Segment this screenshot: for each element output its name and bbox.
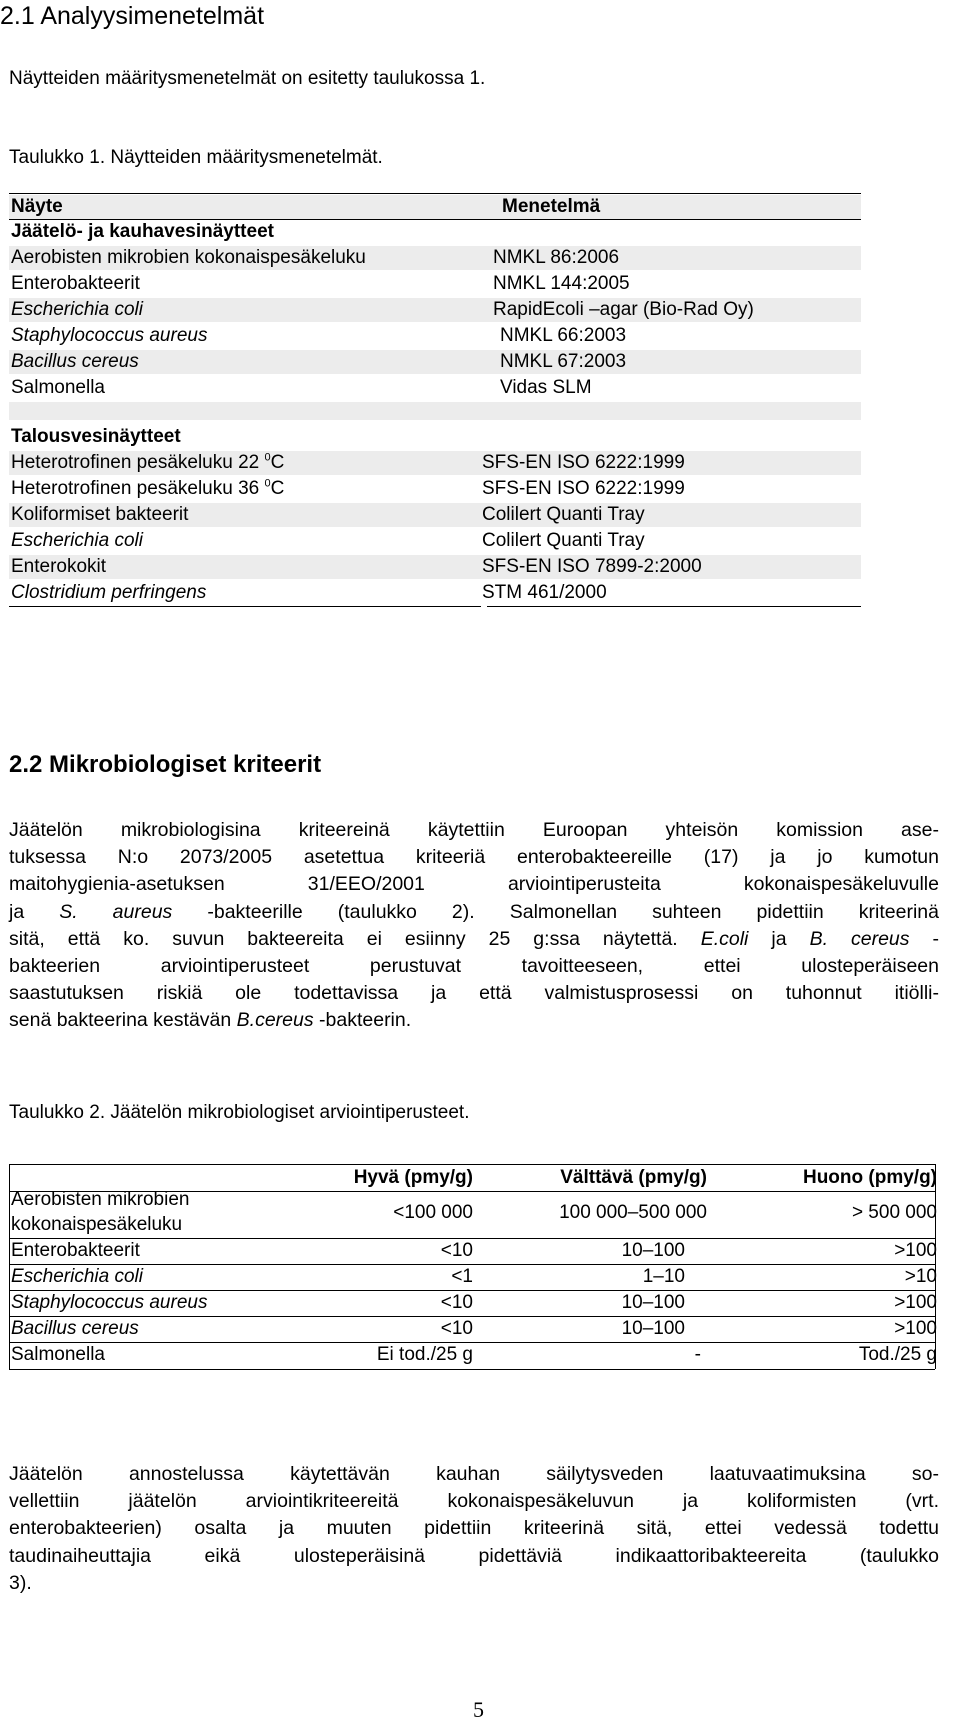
spacer-row	[9, 402, 861, 420]
table-row	[9, 376, 861, 400]
header-method: Menetelmä	[502, 196, 601, 217]
methods-table	[9, 193, 861, 658]
criteria-paragraph	[9, 817, 939, 1035]
method-value: Colilert Quanti Tray	[482, 530, 645, 551]
sample-name-unit: C	[270, 478, 285, 499]
method-value: Vidas SLM	[500, 377, 592, 398]
sample-name	[11, 452, 284, 474]
group-title-text: Talousvesinäytteet	[11, 426, 181, 447]
table-row	[9, 246, 861, 270]
text-part: -bakteerin.	[313, 1009, 412, 1032]
paragraph-line	[9, 1007, 939, 1034]
degree-superscript: 0	[264, 451, 271, 464]
paragraph-line: taudinaiheuttajia eikä ulosteperäisinä pidettäviä indikaattoribakteereita (taulukko	[9, 1544, 939, 1567]
row-name: Enterobakteerit	[11, 1240, 140, 1261]
table-row	[9, 350, 861, 374]
row-fair: 10–100	[621, 1318, 685, 1339]
criteria-table	[9, 1164, 939, 1399]
text-part: sitä, että ko. suvun bakteereita ei esiinny 25 g:ssa näytettä.	[9, 927, 701, 950]
header-fair: Välttävä (pmy/g)	[560, 1167, 707, 1188]
row-name: Escherichia coli	[11, 1266, 143, 1287]
sample-name	[11, 478, 284, 500]
sample-name: Enterokokit	[11, 556, 107, 577]
paragraph-line: Jäätelön mikrobiologisina kriteereinä käytettiin Euroopan yhteisön komission ase-	[9, 819, 939, 841]
method-value: NMKL 86:2006	[493, 247, 620, 268]
sample-name: Koliformiset bakteerit	[11, 504, 189, 525]
species-name: B.cereus	[236, 1009, 314, 1032]
row-fair: 10–100	[621, 1240, 685, 1261]
method-value: STM 461/2000	[482, 582, 607, 603]
paragraph-line: vellettiin jäätelön arviointikriteereitä kokonaispesäkeluvun ja koliformisten (vrt.	[9, 1490, 939, 1513]
sample-name: Escherichia coli	[11, 299, 143, 320]
row-poor: >100	[894, 1318, 937, 1339]
row-poor: >100	[894, 1292, 937, 1313]
sample-name: Staphylococcus aureus	[11, 325, 208, 346]
row-good: Ei tod./25 g	[376, 1344, 473, 1365]
table-row	[9, 581, 861, 605]
row-poor: >100	[894, 1240, 937, 1261]
row-fair: 1–10	[642, 1266, 685, 1287]
sample-name-part: Heterotrofinen pesäkeluku 36	[11, 478, 265, 499]
sample-name: Escherichia coli	[11, 530, 143, 551]
text-part: ja	[748, 927, 810, 950]
row-name: Bacillus cereus	[11, 1318, 139, 1339]
paragraph-line: enterobakteerien) osalta ja muuten pidettiin kriteerinä sitä, ettei vedessä todettu	[9, 1517, 939, 1540]
degree-superscript: 0	[264, 477, 271, 490]
text-part: ja	[9, 900, 60, 923]
paragraph-line	[9, 899, 939, 926]
intro-text: Näytteiden määritysmenetelmät on esitetty taulukossa 1.	[9, 68, 486, 89]
page-number: 5	[473, 1697, 484, 1722]
sample-name: Salmonella	[11, 377, 105, 398]
paragraph-line: Jäätelön annostelussa käytettävän kauhan säilytysveden laatuvaatimuksina so-	[9, 1463, 939, 1485]
table-row	[9, 272, 861, 296]
section-heading-criteria: 2.2 Mikrobiologiset kriteerit	[9, 751, 322, 778]
header-good: Hyvä (pmy/g)	[353, 1167, 473, 1188]
paragraph-line: maitohygienia-asetuksen 31/EEO/2001 arviointiperusteita kokonaispesäkeluvulle	[9, 873, 939, 896]
paragraph-line: bakteerien arviointiperusteet perustuvat tavoitteeseen, ettei ulosteperäiseen	[9, 955, 939, 978]
row-poor: > 500 000	[851, 1202, 937, 1223]
row-good: <100 000	[393, 1202, 473, 1223]
paragraph-line: saastutuksen riskiä ole todettavissa ja että valmistusprosessi on tuhonnut itiölli-	[9, 982, 939, 1005]
table-row	[9, 324, 861, 348]
table-row	[9, 503, 861, 527]
row-poor: >10	[904, 1266, 937, 1287]
method-value: SFS-EN ISO 6222:1999	[482, 478, 685, 499]
row-good: <1	[451, 1266, 473, 1287]
sample-name: Clostridium perfringens	[11, 582, 207, 603]
table2-caption: Taulukko 2. Jäätelön mikrobiologiset arviointiperusteet.	[9, 1102, 470, 1123]
paragraph-line: 3).	[9, 1571, 32, 1594]
species-name: B. cereus	[809, 927, 910, 950]
table-row	[9, 477, 861, 501]
row-fair: 100 000–500 000	[559, 1202, 707, 1223]
text-part: senä bakteerina kestävän	[9, 1009, 237, 1032]
row-good: <10	[440, 1318, 473, 1339]
group-title-water	[9, 425, 861, 449]
sample-name: Bacillus cereus	[11, 351, 139, 372]
species-name: S. aureus	[59, 900, 173, 923]
row-name-line2: kokonaispesäkeluku	[11, 1214, 183, 1235]
method-value: SFS-EN ISO 6222:1999	[482, 452, 685, 473]
row-poor: Tod./25 g	[858, 1344, 937, 1365]
storage-water-paragraph	[9, 1461, 939, 1597]
species-name: E.coli	[700, 927, 749, 950]
sample-name-unit: C	[270, 452, 285, 473]
row-name: Staphylococcus aureus	[11, 1292, 208, 1313]
method-value: NMKL 144:2005	[493, 273, 630, 294]
method-value: Colilert Quanti Tray	[482, 504, 645, 525]
row-name-line1: Aerobisten mikrobien	[11, 1189, 190, 1210]
header-sample: Näyte	[11, 196, 63, 217]
table-row	[9, 529, 861, 553]
table1-caption: Taulukko 1. Näytteiden määritysmenetelmät.	[9, 147, 383, 168]
group-title-text: Jäätelö- ja kauhavesinäytteet	[11, 221, 274, 242]
table-row	[9, 451, 861, 475]
row-name: Salmonella	[11, 1344, 105, 1365]
method-value: NMKL 66:2003	[500, 325, 627, 346]
sample-name-part: Heterotrofinen pesäkeluku 22	[11, 452, 265, 473]
paragraph-line	[9, 926, 939, 953]
table-row	[9, 298, 861, 322]
table-row	[9, 555, 861, 579]
paragraph-line: tuksessa N:o 2073/2005 asetettua kriteeriä enterobakteereille (17) ja jo kumotun	[9, 846, 939, 869]
row-fair: -	[694, 1344, 701, 1365]
sample-name: Aerobisten mikrobien kokonaispesäkeluku	[11, 247, 366, 268]
method-value: NMKL 67:2003	[500, 351, 627, 372]
sample-name: Enterobakteerit	[11, 273, 140, 294]
row-fair: 10–100	[621, 1292, 685, 1313]
table1-header-row	[9, 195, 861, 219]
group-title-icecream	[9, 220, 861, 244]
text-part: -	[909, 927, 939, 950]
method-value: SFS-EN ISO 7899-2:2000	[482, 556, 702, 577]
method-value: RapidEcoli –agar (Bio-Rad Oy)	[493, 299, 754, 320]
text-part: -bakteerille (taulukko 2). Salmonellan suhteen pidettiin kriteerinä	[172, 900, 939, 923]
row-good: <10	[440, 1240, 473, 1261]
row-good: <10	[440, 1292, 473, 1313]
header-poor: Huono (pmy/g)	[802, 1167, 937, 1188]
section-heading-analysis-methods: 2.1 Analyysimenetelmät	[0, 2, 265, 30]
